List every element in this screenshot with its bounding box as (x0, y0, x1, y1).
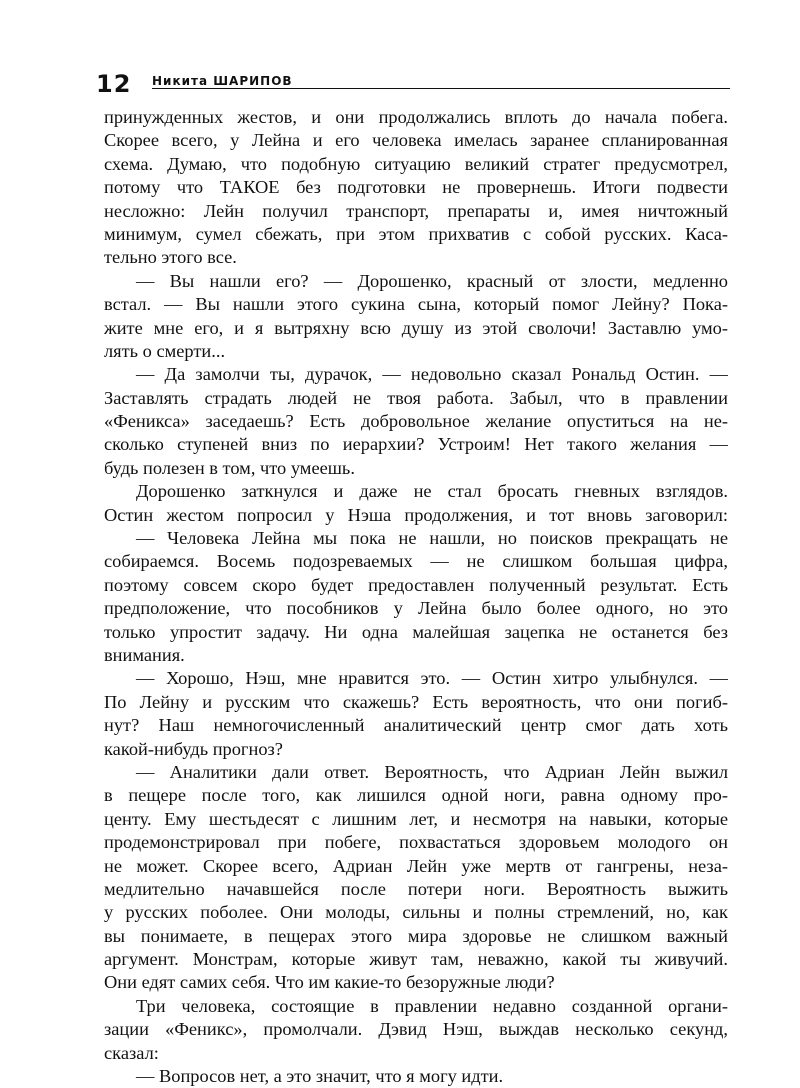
text-line: Дорошенко заткнулся и даже не стал бросать гневных взглядов. (136, 481, 728, 502)
text-line: жите мне его, и я вытряхну всю душу из этой сволочи! Заставлю умо- (104, 317, 728, 338)
text-line: несложно: Лейн получил транспорт, препараты и, имея ничтожный (104, 200, 728, 221)
text-line: сколько ступеней вниз по иерархии? Устроим! Нет такого желания — (104, 434, 728, 455)
text-line: будь полезен в том, что умеешь. (104, 457, 355, 478)
text-line: минимум, сумел сбежать, при этом прихватив с собой русских. Каса- (104, 223, 728, 244)
text-line: — Аналитики дали ответ. Вероятность, что Адриан Лейн выжил (136, 761, 728, 782)
text-line: внимания. (104, 644, 185, 665)
text-line: собираемся. Восемь подозреваемых — не слишком большая цифра, (104, 551, 728, 572)
text-line: Три человека, состоящие в правлении недавно созданной органи- (136, 995, 728, 1016)
text-line: поэтому совсем скоро будет предоставлен полученный результат. Есть (104, 574, 728, 595)
page-header (96, 70, 730, 100)
text-line: сказал: (104, 1042, 159, 1063)
text-line: какой-нибудь прогноз? (104, 738, 283, 759)
text-line: не может. Скорее всего, Адриан Лейн уже мертв от гангрены, неза- (104, 855, 728, 876)
text-line: только упростит задачу. Ни одна малейшая зацепка не останется без (104, 621, 728, 642)
text-line: потому что ТАКОЕ без подготовки не провернешь. Итоги подвести (104, 177, 728, 198)
text-line: продемонстрировал при побеге, похвастаться здоровьем молодого он (104, 832, 728, 853)
body-text (104, 106, 728, 1088)
text-line: Скорее всего, у Лейна и его человека имелась заранее спланированная (104, 130, 728, 151)
text-line: встал. — Вы нашли этого сукина сына, который помог Лейну? Пока- (104, 294, 728, 315)
text-line: нут? Наш немногочисленный аналитический центр смог дать хоть (104, 715, 728, 736)
text-line: медлительно начавшейся после потери ноги. Вероятность выжить (104, 878, 728, 899)
text-line: предположение, что пособников у Лейна было более одного, но это (104, 598, 728, 619)
header-rule (152, 88, 730, 89)
text-line: — Вы нашли его? — Дорошенко, красный от злости, медленно (136, 270, 728, 291)
text-line: — Хорошо, Нэш, мне нравится это. — Остин хитро улыбнулся. — (136, 668, 728, 689)
text-line: — Человека Лейна мы пока не нашли, но поисков прекращать не (136, 528, 728, 549)
text-line: аргумент. Монстрам, которые живут там, неважно, какой ты живучий. (104, 949, 728, 970)
page-number: 12 (96, 70, 132, 98)
text-line: вы понимаете, в пещерах этого мира здоровье не слишком важный (104, 925, 728, 946)
text-line: у русских поболее. Они молоды, сильны и полны стремлений, но, как (104, 902, 728, 923)
text-line: Заставлять страдать людей не твоя работа. Забыл, что в правлении (104, 387, 728, 408)
text-line: «Феникса» заседаешь? Есть добровольное желание опуститься на не- (104, 411, 728, 432)
text-line: центу. Ему шестьдесят с лишним лет, и несмотря на навыки, которые (104, 808, 728, 829)
text-line: — Вопросов нет, а это значит, что я могу идти. (136, 1066, 504, 1087)
text-line: лять о смерти... (104, 340, 226, 361)
text-line: — Да замолчи ты, дурачок, — недовольно сказал Рональд Остин. — (136, 364, 728, 385)
text-line: зации «Феникс», промолчали. Дэвид Нэш, выждав несколько секунд, (104, 1019, 728, 1040)
running-head: Никита ШАРИПОВ (152, 74, 293, 88)
text-line: По Лейну и русским что скажешь? Есть вероятность, что они погиб- (104, 691, 728, 712)
text-line: принужденных жестов, и они продолжались вплоть до начала побега. (104, 107, 728, 127)
text-line: в пещере после того, как лишился одной ноги, равна одному про- (104, 785, 728, 806)
text-line: тельно этого все. (104, 247, 237, 268)
text-line: Они едят самих себя. Что им какие-то безоружные люди? (104, 972, 555, 993)
text-line: Остин жестом попросил у Нэша продолжения, и тот вновь заговорил: (104, 504, 728, 525)
text-line: схема. Думаю, что подобную ситуацию великий стратег предусмотрел, (104, 153, 728, 174)
